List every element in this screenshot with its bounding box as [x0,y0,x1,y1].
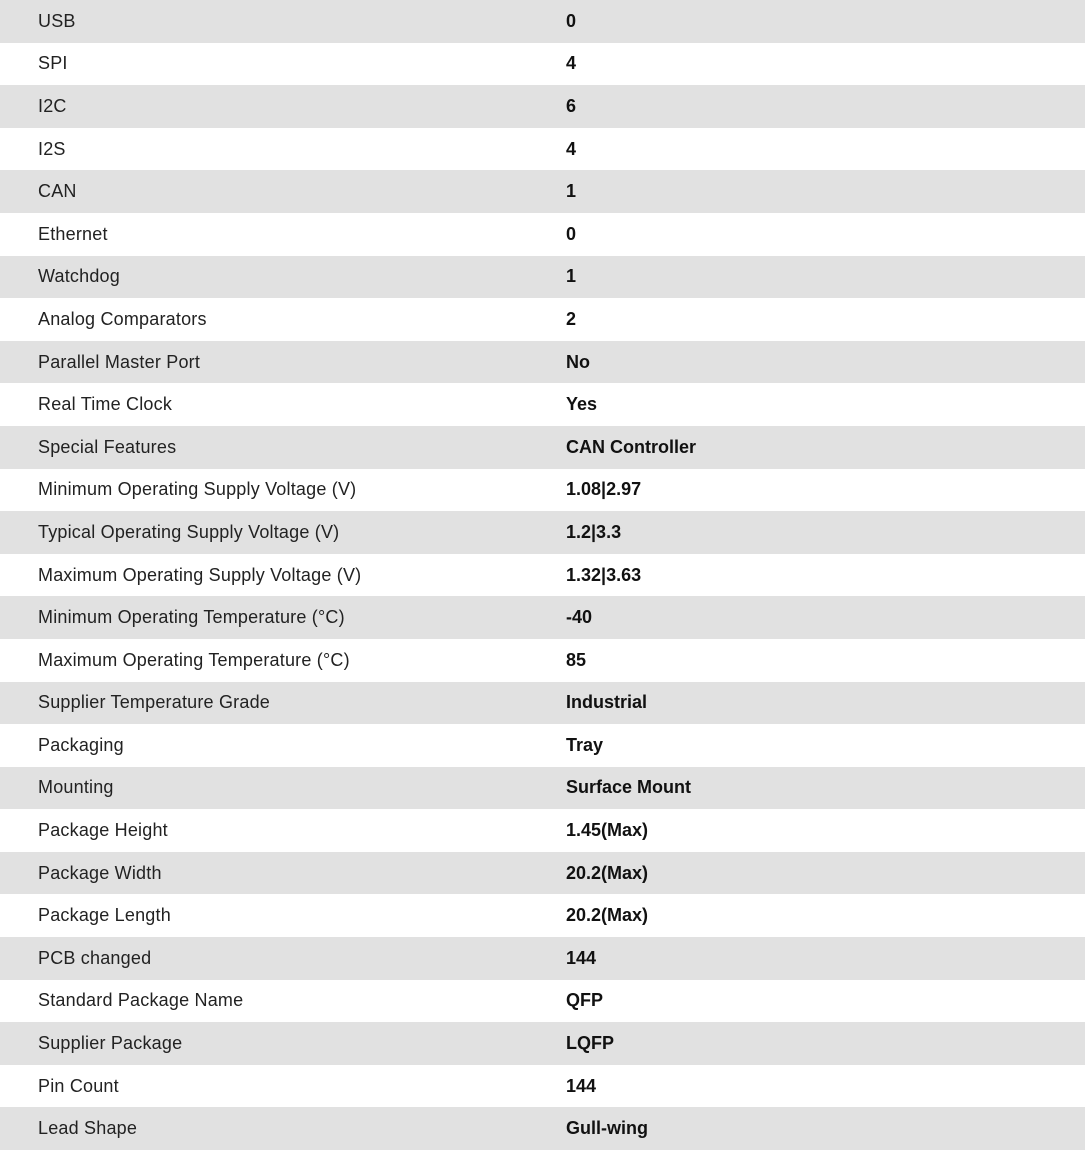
table-row [0,469,1085,512]
table-row [0,511,1085,554]
table-row [0,256,1085,299]
spec-value: 144 [566,1075,597,1096]
table-row [0,1107,1085,1150]
table-row [0,383,1085,426]
spec-label: Special Features [38,436,177,457]
spec-label: I2S [38,138,66,159]
table-row [0,426,1085,469]
spec-label: USB [38,10,76,31]
spec-label: Lead Shape [38,1118,138,1139]
table-row [0,724,1085,767]
table-row [0,341,1085,384]
spec-label: Packaging [38,734,124,755]
spec-label: Parallel Master Port [38,351,201,372]
spec-value: 0 [566,10,577,31]
table-row [0,809,1085,852]
spec-value: 4 [566,53,577,74]
spec-value: 1.08|2.97 [566,479,642,500]
spec-label: I2C [38,95,67,116]
spec-value: QFP [566,990,604,1011]
table-row [0,852,1085,895]
spec-label: Ethernet [38,223,108,244]
table-row [0,767,1085,810]
spec-value: 20.2(Max) [566,862,649,883]
spec-value: 4 [566,138,577,159]
table-row [0,937,1085,980]
spec-value: CAN Controller [566,436,696,457]
table-row [0,596,1085,639]
spec-value: 1.32|3.63 [566,564,642,585]
spec-value: 0 [566,223,577,244]
spec-value: Gull-wing [566,1118,648,1139]
spec-label: PCB changed [38,947,152,968]
spec-value: 6 [566,95,577,116]
table-row [0,85,1085,128]
spec-label: Standard Package Name [38,990,244,1011]
spec-value: No [566,351,590,372]
spec-value: LQFP [566,1033,614,1054]
table-row [0,639,1085,682]
table-row [0,682,1085,725]
spec-label: Watchdog [38,266,120,287]
spec-label: Real Time Clock [38,394,173,415]
table-row [0,980,1085,1023]
spec-label: Maximum Operating Supply Voltage (V) [38,564,362,585]
table-row [0,170,1085,213]
spec-value: Surface Mount [566,777,692,798]
spec-label: SPI [38,53,68,74]
spec-value: Yes [566,394,598,415]
spec-label: Minimum Operating Temperature (°C) [38,607,345,628]
table-row [0,894,1085,937]
spec-value: 1 [566,266,577,287]
spec-value: 85 [566,649,587,670]
spec-value: 1.2|3.3 [566,521,622,542]
spec-value: 1 [566,181,577,202]
spec-label: Package Length [38,905,171,926]
spec-value: 1.45(Max) [566,820,649,841]
spec-label: Mounting [38,777,114,798]
table-row [0,1065,1085,1108]
table-row [0,43,1085,86]
spec-label: Supplier Package [38,1033,183,1054]
spec-value: -40 [566,607,593,628]
spec-label: Supplier Temperature Grade [38,692,270,713]
spec-label: Typical Operating Supply Voltage (V) [38,521,340,542]
spec-label: CAN [38,181,77,202]
spec-label: Package Height [38,820,168,841]
spec-value: Tray [566,734,604,755]
spec-label: Package Width [38,862,162,883]
table-row [0,554,1085,597]
spec-value: Industrial [566,692,648,713]
table-row [0,128,1085,171]
spec-label: Maximum Operating Temperature (°C) [38,649,350,670]
spec-value: 2 [566,308,577,329]
spec-value: 144 [566,947,597,968]
spec-value: 20.2(Max) [566,905,649,926]
table-row [0,213,1085,256]
spec-label: Pin Count [38,1075,119,1096]
table-row [0,0,1085,43]
spec-label: Minimum Operating Supply Voltage (V) [38,479,357,500]
spec-label: Analog Comparators [38,308,207,329]
table-row [0,1022,1085,1065]
table-row [0,298,1085,341]
